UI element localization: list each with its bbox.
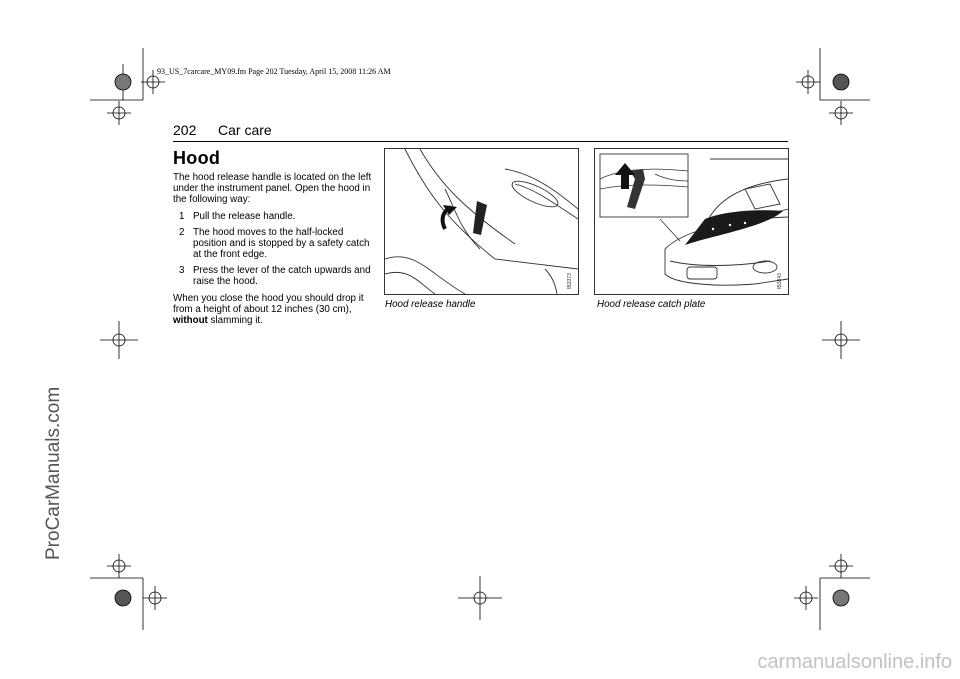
closing-emphasis: without xyxy=(173,315,208,326)
print-header: 93_US_7carcare_MY09.fm Page 202 Tuesday, April 15, 2008 11:26 AM xyxy=(157,67,391,76)
section-title: Car care xyxy=(218,122,272,138)
step-text: The hood moves to the half-locked position and is stopped by a safety catch at the front edge. xyxy=(193,227,370,260)
step-text: Press the lever of the catch upwards and raise the hood. xyxy=(193,265,371,287)
step-number: 1 xyxy=(179,211,185,222)
page-number: 202 xyxy=(173,122,197,138)
closing-text: When you close the hood you should drop it from a height of about 12 inches (30 cm), xyxy=(173,293,364,315)
list-item xyxy=(173,227,373,260)
figure-caption: Hood release catch plate xyxy=(597,299,706,310)
figure-hood-release-handle xyxy=(384,148,579,295)
step-number: 2 xyxy=(179,227,185,238)
figure-caption: Hood release handle xyxy=(385,299,476,310)
steps-list xyxy=(173,211,373,287)
closing-paragraph xyxy=(173,293,373,326)
figure-code: IB3373 xyxy=(567,273,573,289)
hood-release-handle-illustration xyxy=(385,149,578,294)
list-item xyxy=(173,211,373,222)
section-heading: Hood xyxy=(173,148,221,168)
figure-hood-catch-plate xyxy=(594,148,789,295)
step-number: 3 xyxy=(179,265,185,276)
car-hood-illustration xyxy=(595,149,788,294)
header-rule xyxy=(173,141,788,142)
closing-tail: slamming it. xyxy=(207,315,263,326)
intro-paragraph: The hood release handle is located on the left under the instrument panel. Open the hood in the following way: xyxy=(173,172,372,205)
list-item xyxy=(173,265,373,287)
figure-code: IB3843 xyxy=(777,273,783,289)
step-text: Pull the release handle. xyxy=(193,211,296,222)
side-watermark: ProCarManuals.com xyxy=(43,386,64,560)
body-text xyxy=(173,172,373,332)
bottom-watermark: carmanualsonline.info xyxy=(757,651,952,673)
